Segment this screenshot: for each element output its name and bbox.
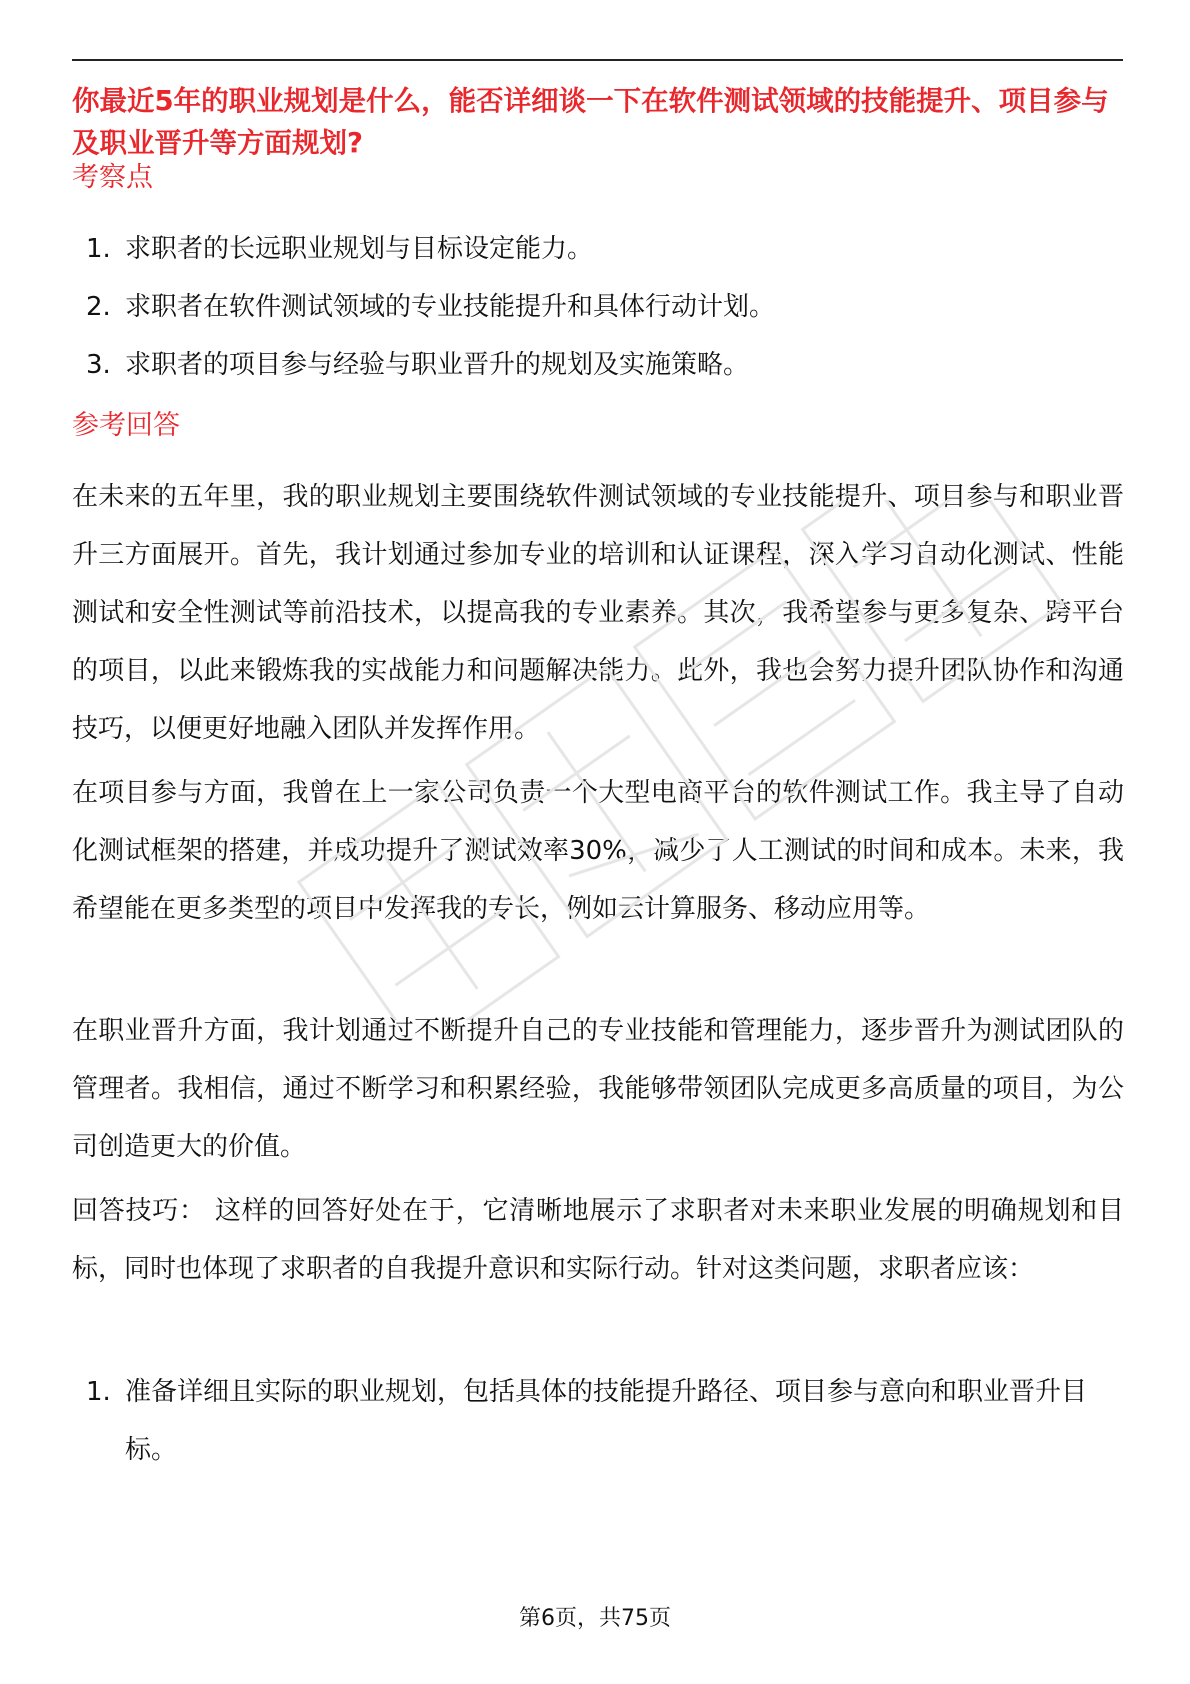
list-item-text: 求职者的项目参与经验与职业晋升的规划及实施策略。	[125, 350, 750, 380]
list-item-text: 求职者在软件测试领域的专业技能提升和具体行动计划。	[125, 292, 776, 322]
list-item-number: 1.	[86, 234, 111, 264]
list-item-number: 1.	[86, 1377, 111, 1407]
question-heading: 你最近5年的职业规划是什么，能否详细谈一下在软件测试领域的技能提升、项目参与及职业晋升等方面规划?	[72, 85, 1109, 159]
list-item	[72, 278, 1122, 336]
list-item-text: 准备详细且实际的职业规划，包括具体的技能提升路径、项目参与意向和职业晋升目标。	[125, 1377, 1088, 1465]
section-title-kaochadian: 考察点	[72, 162, 153, 193]
list-item	[72, 220, 1122, 278]
page-footer: 第6页，共75页	[519, 1606, 671, 1631]
answer-paragraph-1: 在未来的五年里，我的职业规划主要围绕软件测试领域的专业技能提升、项目参与和职业晋升三方面展开。首先，我计划通过参加专业的培训和认证课程，深入学习自动化测试、性能测试和安全性测试等前沿技术，以提高我的专业素养。其次，我希望参与更多复杂、跨平台的项目，以此来锻炼我的实战能力和问题解决能力。此外，我也会努力提升团队协作和沟通技巧，以便更好地融入团队并发挥作用。	[72, 482, 1124, 744]
kaochadian-list	[72, 220, 1122, 394]
answer-tips-paragraph: 回答技巧： 这样的回答好处在于，它清晰地展示了求职者对未来职业发展的明确规划和目标，同时也体现了求职者的自我提升意识和实际行动。针对这类问题，求职者应该：	[72, 1196, 1124, 1284]
list-item	[72, 1363, 1122, 1479]
answer-paragraph-3: 在职业晋升方面，我计划通过不断提升自己的专业技能和管理能力，逐步晋升为测试团队的管理者。我相信，通过不断学习和积累经验，我能够带领团队完成更多高质量的项目，为公司创造更大的价值。	[72, 1016, 1124, 1162]
list-item	[72, 336, 1122, 394]
tips-list	[72, 1363, 1122, 1479]
answer-paragraph-2: 在项目参与方面，我曾在上一家公司负责一个大型电商平台的软件测试工作。我主导了自动化测试框架的搭建，并成功提升了测试效率30%，减少了人工测试的时间和成本。未来，我希望能在更多类型的项目中发挥我的专长，例如云计算服务、移动应用等。	[72, 778, 1124, 924]
list-item-text: 求职者的长远职业规划与目标设定能力。	[125, 234, 594, 264]
top-divider	[72, 59, 1123, 61]
list-item-number: 3.	[86, 350, 111, 380]
list-item-number: 2.	[86, 292, 111, 322]
section-title-answer: 参考回答	[72, 410, 180, 441]
